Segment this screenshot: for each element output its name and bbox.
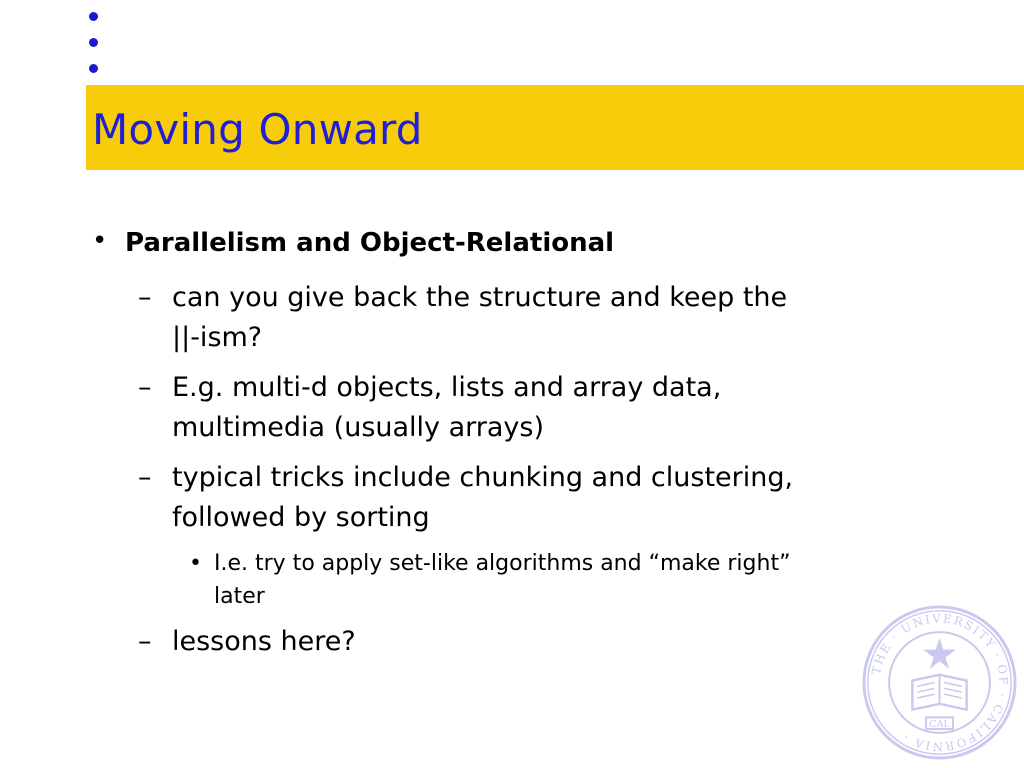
dash-icon: – [138, 626, 152, 657]
bullet-text: lessons here? [172, 626, 356, 657]
bullet-text: can you give back the structure and keep the ||-ism? [172, 282, 788, 353]
bullet-text: typical tricks include chunking and clustering, followed by sorting [172, 462, 794, 533]
bullet-text: I.e. try to apply set-like algorithms and “make right” later [214, 551, 791, 609]
dash-icon: – [138, 372, 152, 403]
slide-title: Moving Onward [92, 105, 423, 154]
bullet-icon: • [189, 551, 202, 576]
svg-text:THE · UNIVERSITY · OF · CALIFO: THE · UNIVERSITY · OF · CALIFORNIA · [868, 611, 1011, 754]
dash-icon: – [138, 462, 152, 493]
university-seal-icon [862, 605, 1017, 760]
bullet-text: E.g. multi-d objects, lists and array data, multimedia (usually arrays) [172, 372, 722, 443]
bullet-text: Parallelism and Object-Relational [125, 228, 615, 258]
svg-text:CAL: CAL [929, 719, 950, 731]
dash-icon: – [138, 282, 152, 313]
bullet-icon: • [92, 226, 108, 256]
